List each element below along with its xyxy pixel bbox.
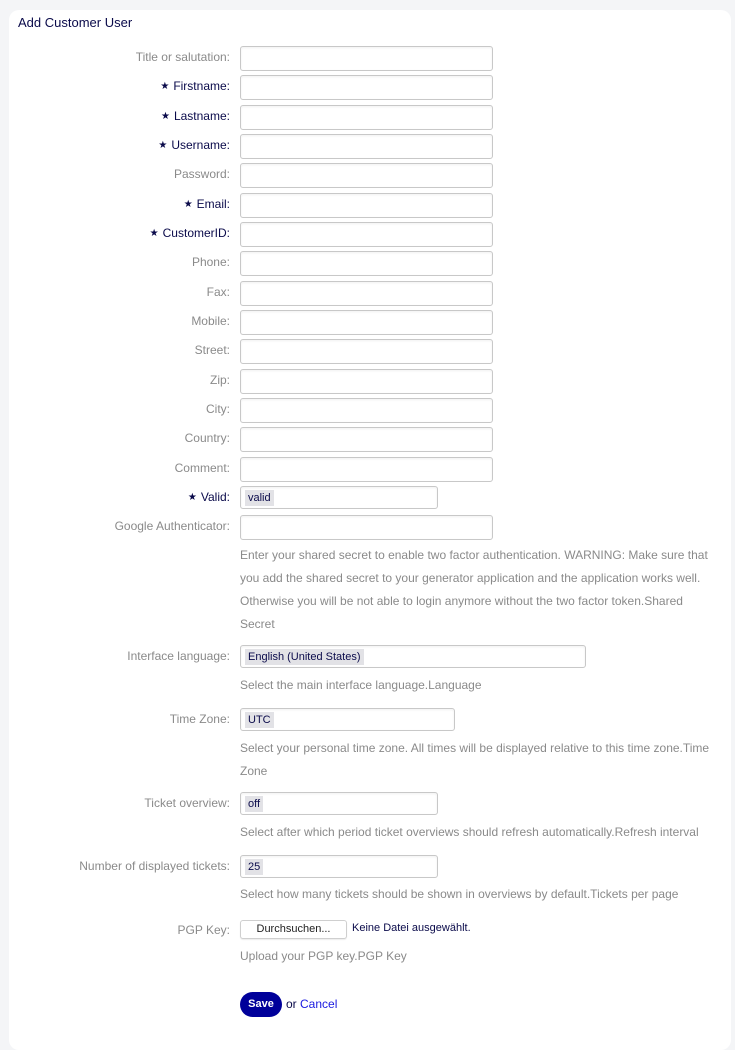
required-star-icon: ★ (160, 111, 170, 122)
google-authenticator-label: Google Authenticator: (114, 519, 230, 533)
field-row (0, 251, 735, 275)
field-label (174, 167, 230, 181)
field-label-text: Mobile: (191, 314, 230, 328)
field-input[interactable] (240, 339, 493, 364)
valid-row (0, 486, 735, 510)
field-label-text: Email: (196, 197, 230, 211)
interface-language-help: Select the main interface language.Language (240, 678, 482, 692)
field-label (185, 431, 230, 445)
field-label (136, 50, 230, 64)
field-label-text: Title or salutation: (135, 50, 230, 64)
field-input[interactable] (240, 222, 493, 247)
field-row (0, 339, 735, 363)
ticket-overview-selected-value: off (245, 796, 263, 812)
field-input[interactable] (240, 281, 493, 306)
field-input[interactable] (240, 75, 493, 100)
field-label (175, 461, 230, 475)
field-row (0, 46, 735, 70)
required-star-icon: ★ (183, 199, 193, 210)
displayed-tickets-help: Select how many tickets should be shown in overviews by default.Tickets per page (240, 887, 679, 901)
interface-language-selected-value: English (United States) (245, 649, 364, 665)
cancel-link[interactable]: Cancel (300, 997, 338, 1011)
field-label-text: Fax: (206, 285, 230, 299)
google-authenticator-row (0, 515, 735, 539)
field-label-text: Street: (194, 343, 230, 357)
google-authenticator-help: Enter your shared secret to enable two factor authentication. WARNING: Make sure that you add the shared secret to your generator application and the application works well. Otherwise you will be not able to login anymore without the two factor token.Shared Secret (240, 548, 708, 631)
field-label (184, 197, 230, 211)
field-row (0, 193, 735, 217)
field-label-text: Zip: (209, 373, 230, 387)
field-input[interactable] (240, 163, 493, 188)
field-label-text: Comment: (174, 461, 230, 475)
ticket-overview-row (0, 792, 735, 816)
field-input[interactable] (240, 457, 493, 482)
ticket-overview-select[interactable] (240, 792, 438, 815)
interface-language-label: Interface language: (127, 649, 230, 663)
valid-label: ★ Valid: (187, 490, 230, 504)
field-row (0, 163, 735, 187)
time-zone-label: Time Zone: (169, 712, 230, 726)
field-label (161, 109, 230, 123)
valid-select[interactable] (240, 486, 438, 509)
panel-title: Add Customer User (18, 15, 133, 30)
pgp-key-row (0, 920, 735, 944)
field-row (0, 281, 735, 305)
field-label (191, 314, 230, 328)
field-label-text: Country: (184, 431, 230, 445)
ticket-overview-label: Ticket overview: (144, 796, 230, 810)
field-label-text: Phone: (191, 255, 230, 269)
time-zone-help: Select your personal time zone. All times will be displayed relative to this time zone.Time Zone (240, 741, 710, 778)
displayed-tickets-row (0, 855, 735, 879)
field-label (150, 226, 230, 240)
field-label (207, 285, 230, 299)
field-row (0, 427, 735, 451)
required-star-icon: ★ (149, 228, 159, 239)
field-row (0, 134, 735, 158)
field-label (192, 255, 230, 269)
displayed-tickets-selected-value: 25 (245, 859, 263, 875)
required-star-icon: ★ (158, 140, 168, 151)
field-input[interactable] (240, 369, 493, 394)
displayed-tickets-label: Number of displayed tickets: (79, 859, 230, 873)
field-row (0, 75, 735, 99)
field-input[interactable] (240, 310, 493, 335)
field-input[interactable] (240, 427, 493, 452)
google-authenticator-input[interactable] (240, 515, 493, 540)
field-row (0, 457, 735, 481)
pgp-key-file-status: Keine Datei ausgewählt. (352, 922, 471, 934)
field-label-text: City: (206, 402, 230, 416)
field-row (0, 105, 735, 129)
or-text: or (286, 997, 297, 1011)
pgp-key-label: PGP Key: (177, 923, 230, 937)
field-input[interactable] (240, 46, 493, 71)
valid-selected-value: valid (245, 490, 274, 506)
interface-language-row (0, 645, 735, 669)
field-row (0, 398, 735, 422)
field-input[interactable] (240, 251, 493, 276)
field-label-text: CustomerID: (162, 226, 230, 240)
time-zone-row (0, 708, 735, 732)
pgp-key-help: Upload your PGP key.PGP Key (240, 949, 407, 963)
field-row (0, 369, 735, 393)
field-input[interactable] (240, 105, 493, 130)
field-label (158, 138, 230, 152)
field-row (0, 222, 735, 246)
pgp-key-browse-button[interactable]: Durchsuchen... (240, 920, 347, 939)
time-zone-select[interactable] (240, 708, 455, 731)
field-label (195, 343, 230, 357)
save-button[interactable]: Save (240, 992, 282, 1017)
field-input[interactable] (240, 193, 493, 218)
ticket-overview-help: Select after which period ticket overviews should refresh automatically.Refresh interval (240, 825, 699, 839)
field-label (160, 79, 230, 93)
field-label (206, 402, 230, 416)
field-label-text: Lastname: (173, 109, 230, 123)
field-label-text: Firstname: (173, 79, 230, 93)
field-label-text: Username: (171, 138, 230, 152)
interface-language-select[interactable] (240, 645, 586, 668)
displayed-tickets-select[interactable] (240, 855, 438, 878)
field-row (0, 310, 735, 334)
required-star-icon: ★ (187, 492, 197, 503)
field-input[interactable] (240, 398, 493, 423)
field-input[interactable] (240, 134, 493, 159)
time-zone-selected-value: UTC (245, 712, 274, 728)
field-label-text: Password: (173, 167, 230, 181)
field-label (210, 373, 230, 387)
required-star-icon: ★ (160, 81, 170, 92)
